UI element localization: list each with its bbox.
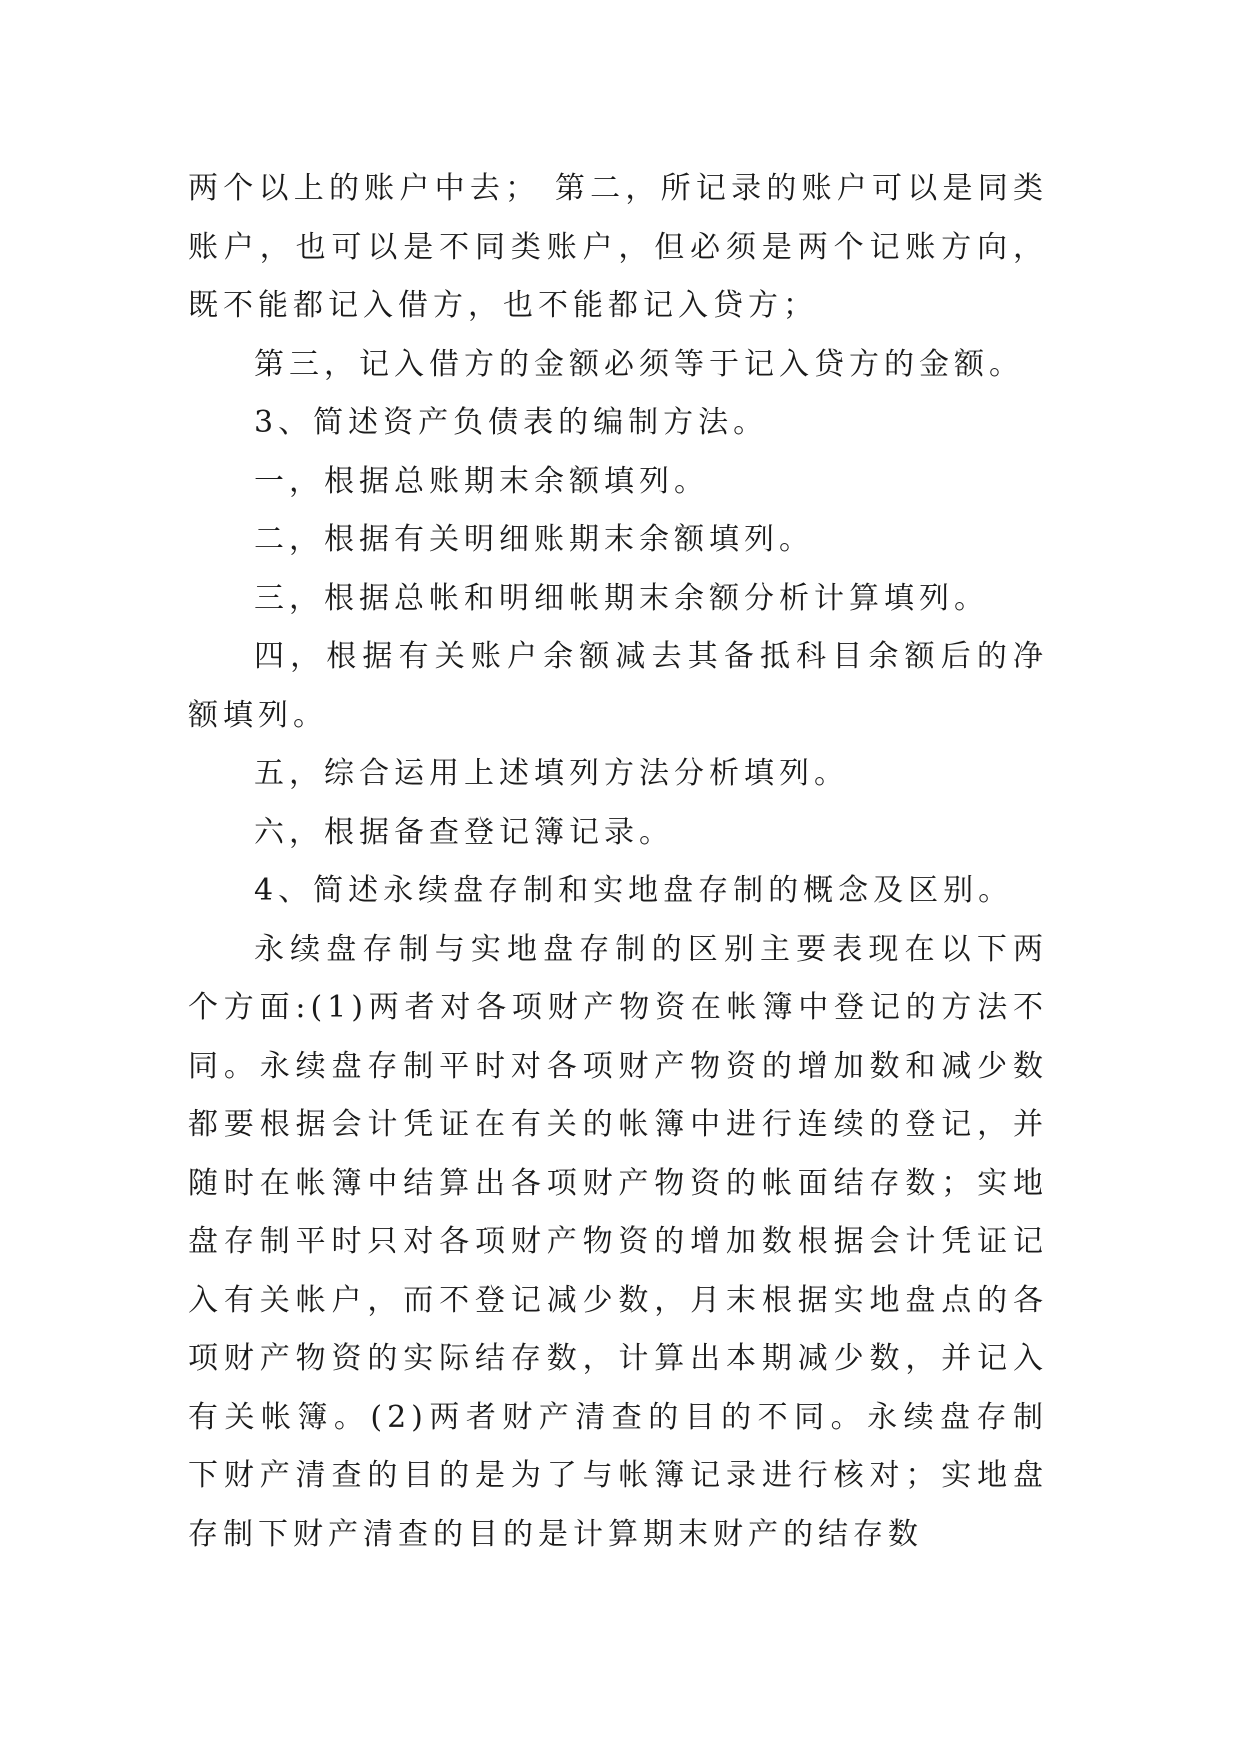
method-item-5: 五，综合运用上述填列方法分析填列。 (254, 756, 849, 791)
document-body (188, 160, 1048, 1564)
paragraph-third-point: 第三，记入借方的金额必须等于记入贷方的金额。 (254, 346, 1024, 382)
question-3-heading: 3、简述资产负债表的编制方法。 (254, 405, 769, 440)
method-item-1: 一，根据总账期末余额填列。 (254, 463, 709, 499)
paragraph-continuation: 两个以上的账户中去； 第二，所记录的账户可以是同类账户，也可以是不同类账户，但必须是两个记账方向，既不能都记入借方，也不能都记入贷方； (188, 171, 1048, 323)
method-item-6: 六，根据备查登记簿记录。 (254, 814, 674, 850)
question-4-heading: 4、简述永续盘存制和实地盘存制的概念及区别。 (254, 873, 1014, 908)
method-item-4: 四，根据有关账户余额减去其备抵科目余额后的净额填列。 (188, 639, 1048, 733)
method-item-2: 二，根据有关明细账期末余额填列。 (254, 522, 814, 557)
method-item-3: 三，根据总帐和明细帐期末余额分析计算填列。 (254, 580, 989, 616)
answer-4-paragraph: 永续盘存制与实地盘存制的区别主要表现在以下两个方面:(1)两者对各项财产物资在帐簿中登记的方法不同。永续盘存制平时对各项财产物资的增加数和减少数都要根据会计凭证在有关的帐簿中进行连续的登记，并随时在帐簿中结算出各项财产物资的帐面结存数；实地盘存制平时只对各项财产物资的增加数根据会计凭证记入有关帐户，而不登记减少数，月末根据实地盘点的各项财产物资的实际结存数，计算出本期减少数，并记入有关帐簿。(2)两者财产清查的目的不同。永续盘存制下财产清查的目的是为了与帐簿记录进行核对；实地盘存制下财产清查的目的是计算期末财产的结存数 (188, 931, 1048, 1552)
